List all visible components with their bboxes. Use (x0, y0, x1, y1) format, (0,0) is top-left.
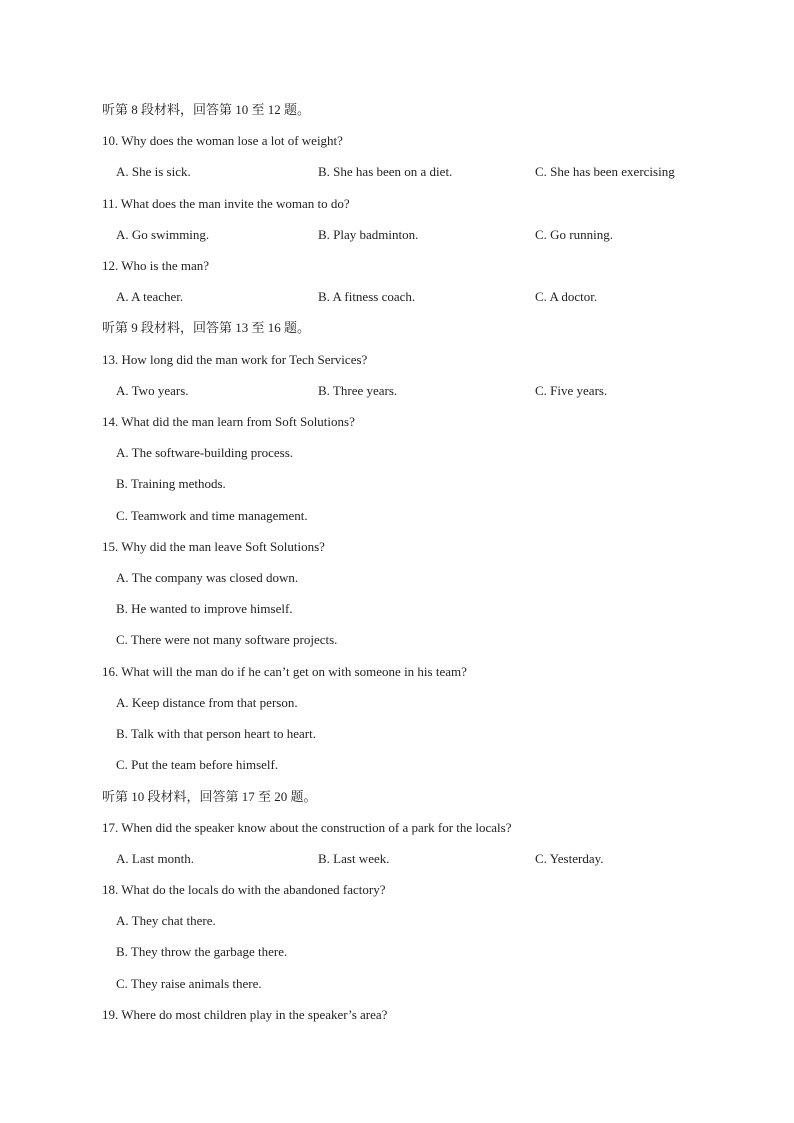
option-a: A. She is sick. (116, 164, 191, 179)
question-text: 11. What does the man invite the woman to do? (102, 196, 350, 211)
option-b: B. Three years. (318, 383, 398, 398)
option-c: C. She has been exercising (535, 164, 675, 179)
option-b: B. Talk with that person heart to heart. (116, 726, 316, 741)
question-text: 17. When did the speaker know about the construction of a park for the locals? (102, 820, 512, 835)
option-c: C. Yesterday. (535, 851, 604, 866)
option-a: A. A teacher. (116, 289, 184, 304)
option-b: B. He wanted to improve himself. (116, 601, 293, 616)
option-b: B. A fitness coach. (318, 289, 416, 304)
question-text: 14. What did the man learn from Soft Solutions? (102, 414, 355, 429)
option-b: B. She has been on a diet. (318, 164, 453, 179)
option-a: A. Go swimming. (116, 227, 210, 242)
question-text: 12. Who is the man? (102, 258, 209, 273)
option-a: A. Last month. (116, 851, 194, 866)
option-c: C. Go running. (535, 227, 613, 242)
option-a: A. The software-building process. (116, 445, 294, 460)
option-c: C. They raise animals there. (116, 976, 262, 991)
option-a: A. Two years. (116, 383, 189, 398)
section-header: 听第 9 段材料，回答第 13 至 16 题。 (102, 320, 311, 335)
option-a: A. Keep distance from that person. (116, 695, 298, 710)
option-b: B. Training methods. (116, 476, 226, 491)
option-a: A. The company was closed down. (116, 570, 299, 585)
question-text: 19. Where do most children play in the speaker’s area? (102, 1007, 388, 1022)
question-text: 10. Why does the woman lose a lot of weight? (102, 133, 343, 148)
option-b: B. Last week. (318, 851, 390, 866)
option-b: B. Play badminton. (318, 227, 419, 242)
option-c: C. There were not many software projects. (116, 632, 338, 647)
section-header: 听第 10 段材料，回答第 17 至 20 题。 (102, 789, 317, 804)
option-a: A. They chat there. (116, 913, 216, 928)
option-b: B. They throw the garbage there. (116, 944, 288, 959)
question-text: 15. Why did the man leave Soft Solutions? (102, 539, 325, 554)
option-c: C. Five years. (535, 383, 608, 398)
section-header: 听第 8 段材料，回答第 10 至 12 题。 (102, 102, 311, 117)
option-c: C. Teamwork and time management. (116, 508, 308, 523)
question-text: 13. How long did the man work for Tech Services? (102, 352, 368, 367)
option-c: C. Put the team before himself. (116, 757, 279, 772)
question-text: 18. What do the locals do with the abandoned factory? (102, 882, 386, 897)
option-c: C. A doctor. (535, 289, 598, 304)
question-text: 16. What will the man do if he can’t get on with someone in his team? (102, 664, 467, 679)
